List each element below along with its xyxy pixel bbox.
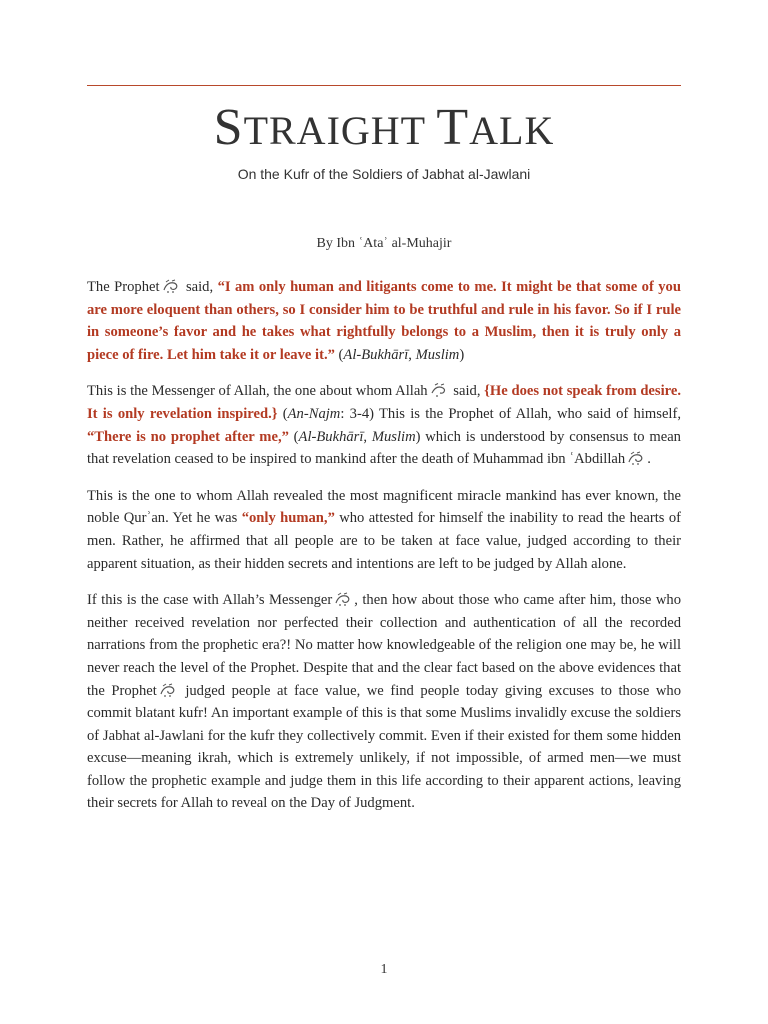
salla-allahu-alayhi-wa-sallam-icon — [627, 450, 645, 466]
paragraph-4: If this is the case with Allah’s Messenger , then how about those who came after him, those who neither received revelation nor perfected their collection and authentication of all the recorded narrations from the prophetic era?! No matter how knowledgeable of the religion one may be, he will never reach the level of the Prophet. Despite that and the clear fact based on the above evidences that the Prophet judged people at face value, we find people today giving excuses to those who commit blatant kufr! An important example of this is that some Muslims invalidly excuse the soldiers of Jabhat al-Jawlani for the kufr they collectively commit. Even if their existed for them some hidden excuse—meaning ikrah, which is extremely unlikely, if not impossible, of armed men—we must follow the prophetic example and judge them in this life according to their apparent actions, leaving their secrets for Allah to reveal on the Day of Judgment. — [87, 592, 681, 812]
salla-allahu-alayhi-wa-sallam-icon — [162, 278, 180, 294]
hadith-quote: “I am only human and litigants come to me. It might be that some of you are more eloquent than others, so I consider him to be truthful and rule in his favor. So if I rule in someone’s favor and he takes what rightfully belongs to a Muslim, then it is truly only a piece of fire. Let him take it or leave it.” — [87, 279, 681, 363]
author-byline: By Ibn ʿAtaʾ al-Muhajir — [316, 236, 452, 251]
salla-allahu-alayhi-wa-sallam-icon — [334, 591, 352, 607]
article-body — [87, 276, 681, 829]
header-rule — [87, 85, 681, 86]
paragraph-1: The Prophet said, “I am only human and litigants come to me. It might be that some of you are more eloquent than others, so I consider him to be truthful and rule in his favor. So if I rule in someone’s favor and he takes what rightfully belongs to a Muslim, then it is truly only a piece of fire. Let him take it or leave it.” (Al-Bukhārī, Muslim) — [87, 279, 681, 363]
quran-quote: {He does not speak from desire. It is only revelation inspired.} — [87, 383, 681, 422]
salla-allahu-alayhi-wa-sallam-icon — [159, 682, 177, 698]
only-human-quote: “only human,” — [241, 510, 335, 527]
page-title: STRAIGHT TALK — [213, 99, 555, 156]
subhanahu-wa-taala-icon — [430, 382, 448, 398]
paragraph-2: This is the Messenger of Allah, the one about whom Allah said, {He does not speak from desire. It is only revelation inspired.} (An-Najm: 3-4) This is the Prophet of Allah, who said of himself, “There is no prophet after me,” (Al-Bukhārī, Muslim) which is understood by consensus to mean that revelation ceased to be inspired to mankind after the death of Muhammad ibn ʿAbdillah . — [87, 383, 681, 468]
paragraph-3: This is the one to whom Allah revealed the most magnificent miracle mankind has ever known, the noble Qurʾan. Yet he was “only human,” who attested for himself the inability to read the hearts of men. Rather, he affirmed that all people are to be taken at face value, judged according to their apparent situation, as their hidden secrets and intentions are left to be judged by Allah alone. — [87, 487, 681, 572]
page-subtitle: On the Kufr of the Soldiers of Jabhat al-Jawlani — [237, 166, 531, 182]
page-number: 1 — [380, 962, 388, 977]
hadith-quote-2: “There is no prophet after me,” — [87, 428, 289, 445]
